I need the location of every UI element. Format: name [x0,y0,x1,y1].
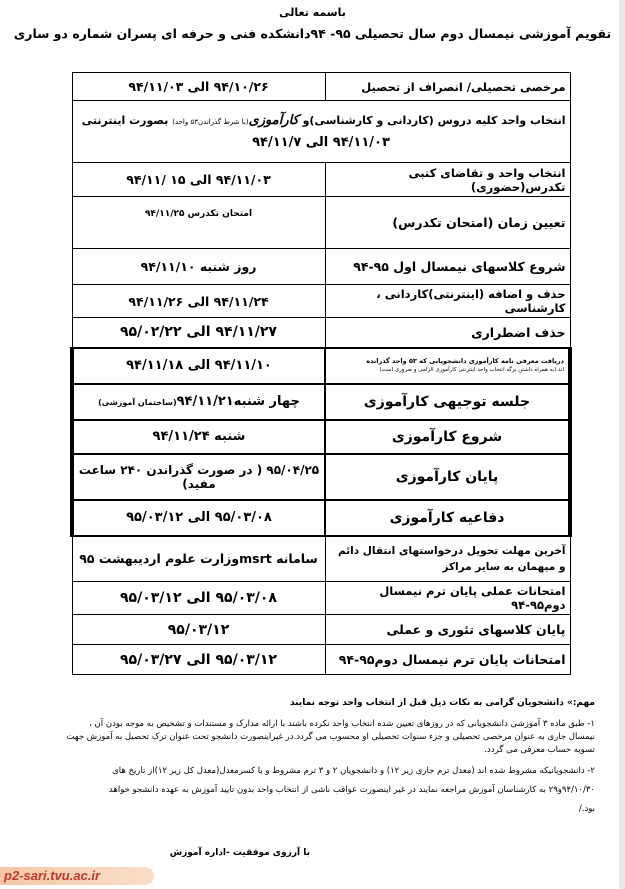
note-2-line-2: ۹۴/۱۰/۳۰و۲۹ به کارشناسان آموزش مراجعه نمایند در غیر اینصورت عواقب ناشی از انتخاب واحد بدون تایید آموزش به عهده دانشجو خواهد [108,785,595,795]
table-row [72,73,570,101]
row-label: مرخصی تحصیلی/ انصراف از تحصیل [325,73,570,101]
table-row [72,384,570,420]
internship-letter-line1: دریافت معرفی نامه کارآموزی دانشجویانی که ۵۳ واحد گذرانده [366,357,564,365]
table-row [72,318,570,348]
row-value: ۹۵/۰۳/۰۸ الی ۹۵/۰۳/۱۲ [72,500,325,536]
row-value: ۹۴/۱۱/۲۴ الی ۹۴/۱۱/۲۶ [72,285,325,318]
site-watermark: p2-sari.tvu.ac.ir [0,867,154,885]
row-value: امتحان تکدرس ۹۴/۱۱/۲۵ [72,197,325,249]
table-row [72,285,570,318]
bismillah: باسمه تعالی [279,6,346,19]
row-value: ۹۴/۱۱/۲۷ الی ۹۵/۰۲/۲۲ [72,318,325,348]
table-row [72,645,570,675]
row-label: پایان کلاسهای تئوری و عملی [325,615,570,645]
condition-note: (با شرط گذراندن۵۳ واحد) [172,118,249,126]
note-2-line-3: بود./ [578,804,595,814]
row-value: ۹۵/۰۴/۲۵ ( در صورت گذراندن ۲۴۰ ساعت مفید) [72,454,325,500]
table-row [72,101,570,163]
note-2-line-1: ۲- دانشجویانیکه مشروط شده اند (معدل ترم جاری زیر ۱۲) و دانشجویان ۲ و ۳ ترم مشروط و یا کسرمعدل(معدل کل زیر ۱۲)از تاریخ های [112,766,595,776]
table-row [72,197,570,249]
row-value: ۹۵/۰۳/۱۲ الی ۹۵/۰۳/۲۷ [72,645,325,675]
notes-heading: مهم:» دانشجویان گرامی به نکات ذیل قبل از انتخاب واحد توجه نمایند [289,698,595,708]
row-value: چهار شنبه۹۴/۱۱/۲۱ [176,394,300,409]
row-label: شروع کلاسهای نیمسال اول ۹۵-۹۴ [325,249,570,285]
row-value: روز شنبه ۹۴/۱۱/۱۰ [72,249,325,285]
page-title: تقویم آموزشی نیمسال دوم سال تحصیلی ۹۵- ۹۴دانشکده فنی و حرفه ای پسران شماره دو ساری [13,26,612,41]
row-value: ۹۵/۰۳/۱۲ [72,615,325,645]
row-label: تعیین زمان (امتحان تکدرس) [325,197,570,249]
row-label: حذف اضطراری [325,318,570,348]
unit-selection-cell [72,101,570,163]
note-1-line-2: نیمسال جاری به عنوان مرخصی تحصیلی و جزء سنوات تحصیلی او محسوب می گردد.در غیراینصورت دانشجو تحت عنوان ترک تحصیل به آموزش جهت [66,732,595,742]
unit-selection-text: انتخاب واحد کلیه دروس (کاردانی و کارشناسی)و [298,114,566,127]
row-label: آخرین مهلت تحویل درخواستهای انتقال دائم و میهمان به سایر مراکز [325,536,570,582]
table-row [72,420,570,454]
table-row [72,249,570,285]
row-label: دفاعیه کارآموزی [325,500,570,536]
notes-section [40,697,595,816]
row-label: امتحانات عملی پایان ترم نیمسال دوم۹۵-۹۴ [325,582,570,615]
row-value: ۹۵/۰۳/۰۸ الی ۹۵/۰۳/۱۲ [72,582,325,615]
row-label: جلسه توجیهی کارآموزی [325,384,570,420]
row-label: انتخاب واحد و تقاضای کتبی تکدرس(حضوری) [325,163,570,197]
note-1-line-1: ۱- طبق ماده ۳ آموزشی دانشجویانی که در روزهای تعیین شده انتخاب واحد نکرده باشند با ارائه مدارک و مستندات و تشخیص به موجه بودن آن ، [89,719,595,729]
table-row [72,536,570,582]
row-label: پایان کارآموزی [325,454,570,500]
row-value-cell [72,384,325,420]
row-value: شنبه ۹۴/۱۱/۲۴ [72,420,325,454]
row-label: حذف و اضافه (اینترنتی)کاردانی ، کارشناسی [325,285,570,318]
row-value: سامانه msrtوزارت علوم اردیبهشت ۹۵ [72,536,325,582]
table-row [72,582,570,615]
table-row [72,615,570,645]
internship-word: کارآموزی [248,113,299,128]
signature-line: با آرزوی موفقیت -اداره آموزش [169,848,310,858]
row-value: ۹۴/۱۱/۱۰ الی ۹۴/۱۱/۱۸ [72,348,325,384]
unit-selection-dates: ۹۴/۱۱/۰۳ الی ۹۴/۱۱/۷ [252,135,390,150]
row-label: امتحانات پایان ترم نیمسال دوم۹۵-۹۴ [325,645,570,675]
row-value: ۹۴/۱۰/۲۶ الی ۹۴/۱۱/۰۳ [72,73,325,101]
internship-letter-label [325,348,570,384]
calendar-table [70,72,572,675]
online-text: بصورت اینترنتی [81,114,173,127]
row-label: شروع کارآموزی [325,420,570,454]
table-row [72,348,570,384]
row-value: ۹۴/۱۱/۰۳ الی ۱۵ /۹۴/۱۱ [72,163,325,197]
table-row [72,454,570,500]
internship-letter-line2: اند.(به همراه داشتن برگه انتخاب واحد اینترنتی کارآموزی الزامی و ضروری است) [379,367,564,373]
page-scroll-edge [619,0,625,889]
row-value-note: (ساختمان آموزشی) [98,398,177,407]
table-row [72,500,570,536]
table-row [72,163,570,197]
note-1-line-3: تسویه حساب معرفی می گردد. [484,745,595,755]
